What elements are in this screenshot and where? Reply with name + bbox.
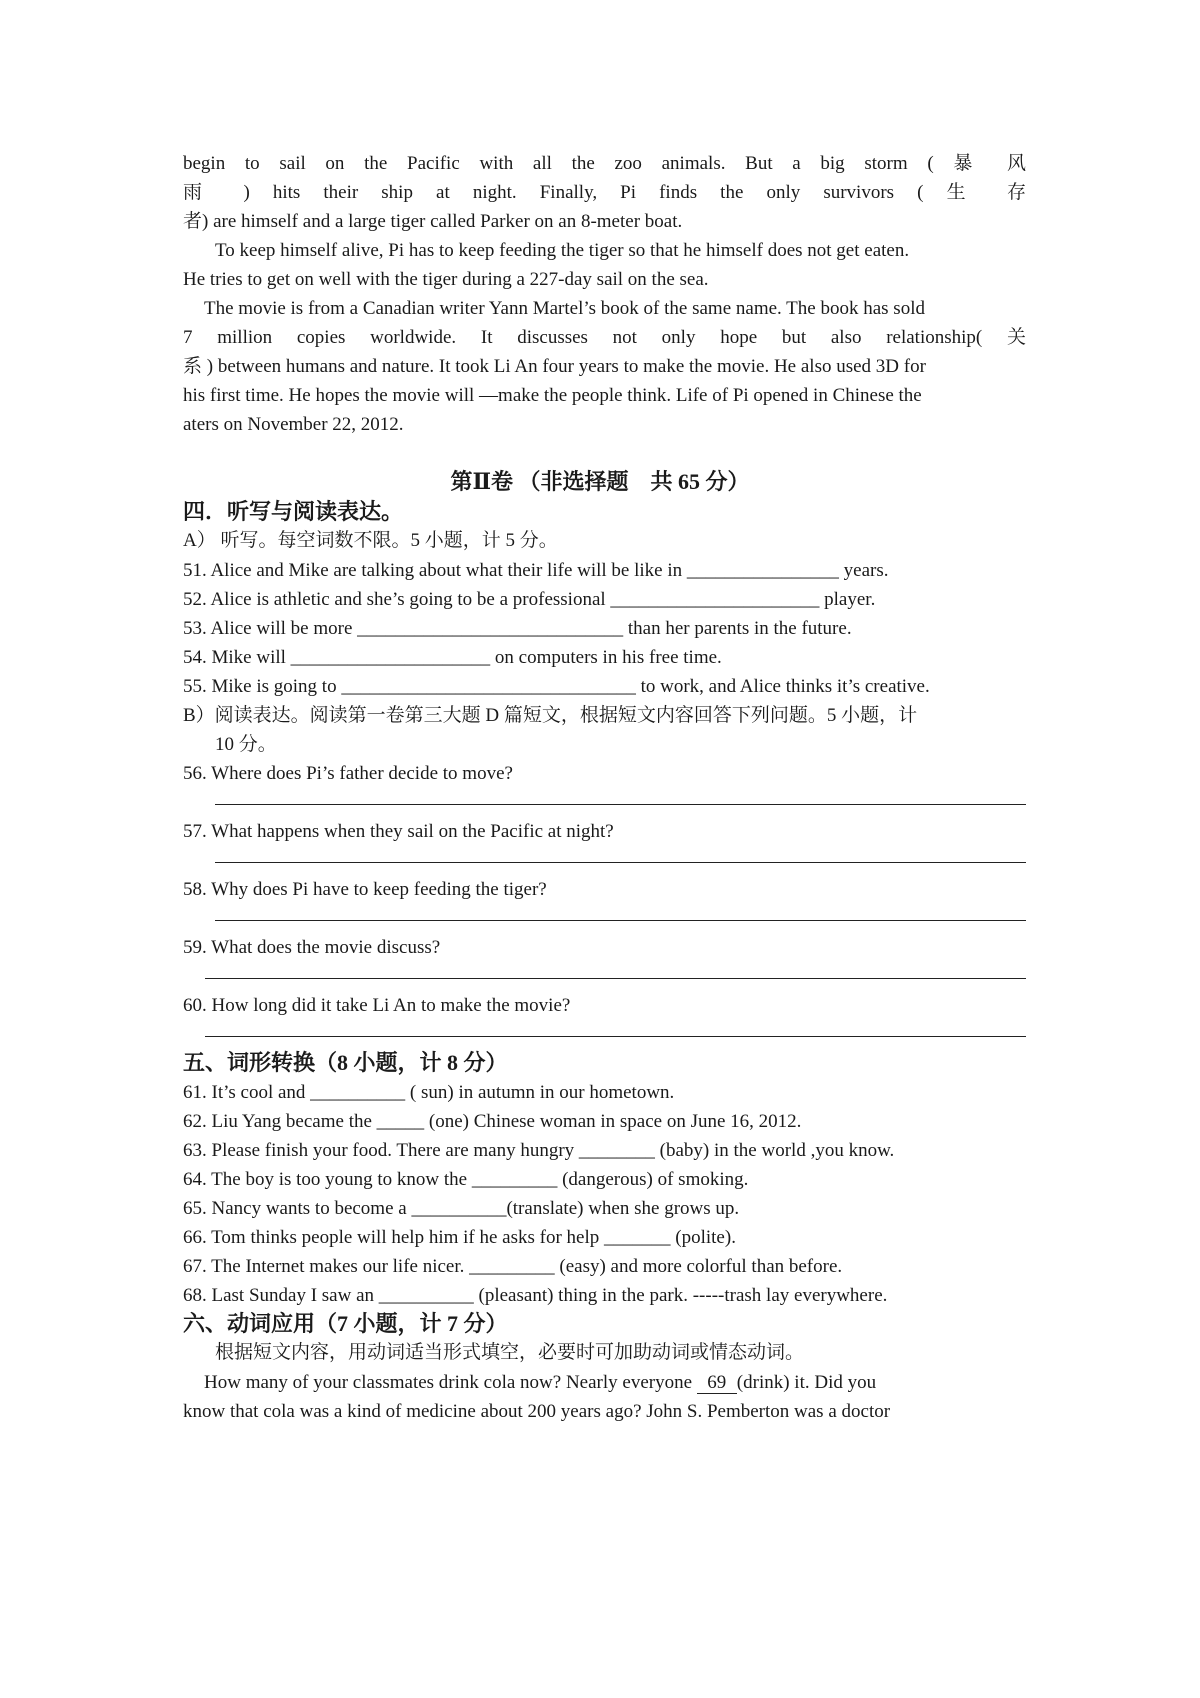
section4a-instructions: A） 听写。每空词数不限。5 小题，计 5 分。 — [183, 530, 558, 551]
question-68: 68. Last Sunday I saw an __________ (pleasant) thing in the park. -----trash lay everywhere. — [183, 1285, 888, 1306]
section6-passage-line-2: know that cola was a kind of medicine about 200 years ago? John S. Pemberton was a doctor — [183, 1401, 891, 1422]
passage-line-7 — [183, 323, 1026, 353]
question-55: 55. Mike is going to _______________________________ to work, and Alice thinks it’s creative. — [183, 676, 930, 697]
passage-text: 暴 — [953, 153, 988, 174]
section4b-instructions-cont: 10 分。 — [215, 734, 277, 755]
passage-text: How many of your classmates drink cola now? Nearly everyone — [204, 1372, 697, 1393]
passage-line-1 — [183, 149, 1026, 179]
question-56: 56. Where does Pi’s father decide to move? — [183, 763, 513, 784]
question-58: 58. Why does Pi have to keep feeding the tiger? — [183, 879, 547, 900]
passage-line-2 — [183, 178, 1026, 208]
answer-line-58[interactable] — [215, 920, 1026, 921]
section6-instructions: 根据短文内容，用动词适当形式填空，必要时可加助动词或情态动词。 — [215, 1342, 805, 1363]
passage-text: 风 — [1006, 153, 1026, 174]
passage-line-4: To keep himself alive, Pi has to keep feeding the tiger so that he himself does not get eaten. — [215, 240, 910, 261]
passage-text: 关 — [1006, 327, 1026, 348]
question-63: 63. Please finish your food. There are many hungry ________ (baby) in the world ,you know. — [183, 1140, 895, 1161]
question-64: 64. The boy is too young to know the _________ (dangerous) of smoking. — [183, 1169, 749, 1190]
question-61: 61. It’s cool and __________ ( sun) in autumn in our hometown. — [183, 1082, 675, 1103]
passage-text: (drink) it. Did you — [736, 1372, 877, 1393]
question-67: 67. The Internet makes our life nicer. _________ (easy) and more colorful than before. — [183, 1256, 843, 1277]
passage-text: 7 million copies worldwide. It discusses not only hope but also relationship( — [183, 327, 983, 348]
question-60: 60. How long did it take Li An to make the movie? — [183, 995, 571, 1016]
question-52: 52. Alice is athletic and she’s going to be a professional ______________________ player. — [183, 589, 876, 610]
passage-line-8: 系 ) between humans and nature. It took Li An four years to make the movie. He also used 3D for — [183, 356, 926, 377]
passage-line-3: 者) are himself and a large tiger called Parker on an 8-meter boat. — [183, 211, 683, 232]
section4b-instructions: B）阅读表达。阅读第一卷第三大题 D 篇短文，根据短文内容回答下列问题。5 小题，计 — [183, 705, 918, 726]
question-65: 65. Nancy wants to become a __________(translate) when she grows up. — [183, 1198, 740, 1219]
question-54: 54. Mike will _____________________ on computers in his free time. — [183, 647, 722, 668]
answer-line-60[interactable] — [205, 1036, 1026, 1037]
section6-heading: 六、动词应用（7 小题，计 7 分） — [183, 1311, 508, 1336]
question-59: 59. What does the movie discuss? — [183, 937, 441, 958]
question-53: 53. Alice will be more ____________________________ than her parents in the future. — [183, 618, 852, 639]
part2-title: 第Ⅱ卷 （非选择题 共 65 分） — [450, 469, 750, 494]
section6-passage-line-1 — [204, 1368, 1026, 1398]
passage-text: begin to sail on the Pacific with all the zoo animals. But a big storm ( — [183, 153, 934, 174]
passage-text: 存 — [1007, 182, 1026, 203]
answer-line-59[interactable] — [205, 978, 1026, 979]
passage-line-10: aters on November 22, 2012. — [183, 414, 404, 435]
question-66: 66. Tom thinks people will help him if he asks for help _______ (polite). — [183, 1227, 736, 1248]
blank-69[interactable]: 69 — [697, 1373, 737, 1394]
question-51: 51. Alice and Mike are talking about what their life will be like in ________________ years. — [183, 560, 889, 581]
passage-text: ) hits their ship at night. Finally, Pi finds the only survivors ( — [243, 182, 924, 203]
section5-heading: 五、词形转换（8 小题，计 8 分） — [183, 1050, 508, 1075]
answer-line-57[interactable] — [215, 862, 1026, 863]
passage-line-5: He tries to get on well with the tiger during a 227-day sail on the sea. — [183, 269, 709, 290]
answer-line-56[interactable] — [215, 804, 1026, 805]
passage-text: 雨 — [183, 182, 221, 203]
passage-text: 生 — [946, 182, 984, 203]
passage-line-6: The movie is from a Canadian writer Yann Martel’s book of the same name. The book has sold — [204, 298, 925, 319]
question-62: 62. Liu Yang became the _____ (one) Chinese woman in space on June 16, 2012. — [183, 1111, 802, 1132]
passage-line-9: his first time. He hopes the movie will ―make the people think. Life of Pi opened in Chinese the — [183, 385, 922, 406]
question-57: 57. What happens when they sail on the Pacific at night? — [183, 821, 614, 842]
section4-heading: 四．听写与阅读表达。 — [183, 499, 404, 524]
